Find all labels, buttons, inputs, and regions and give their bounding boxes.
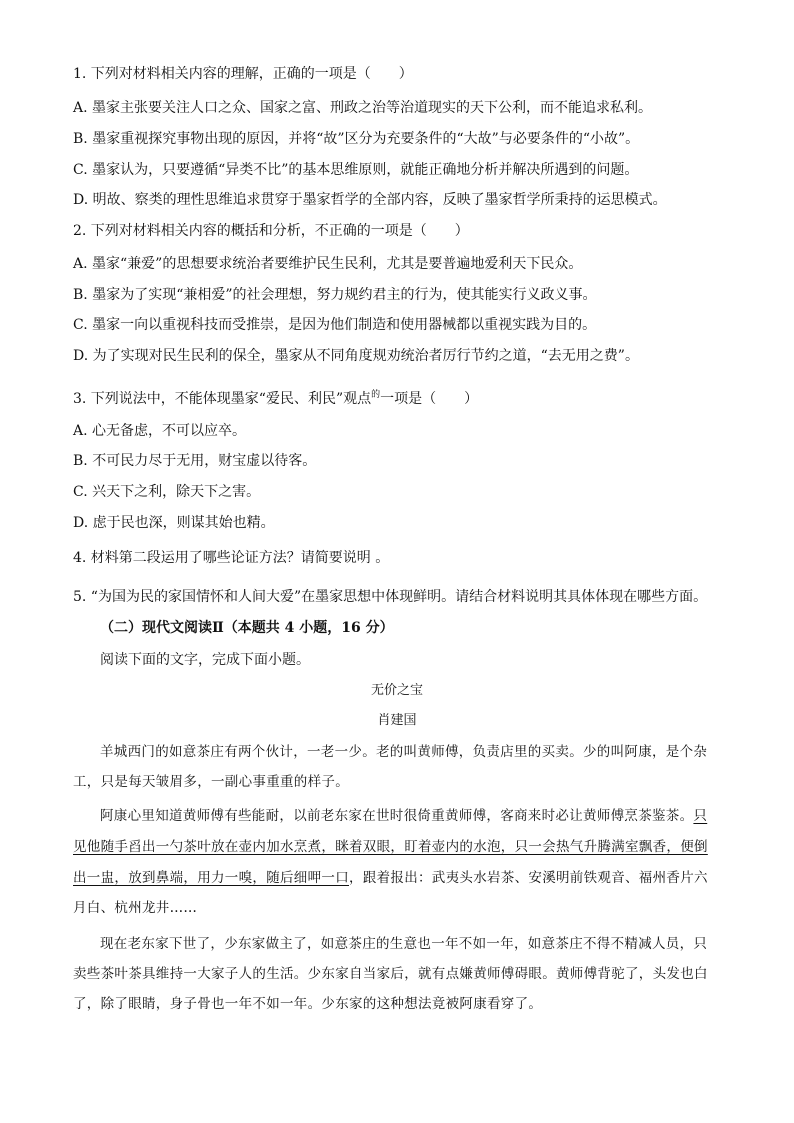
question-3-option-a: A. 心无备虑，不可以应卒。 [73,423,247,439]
question-3-option-c: C. 兴天下之利，除天下之害。 [73,484,261,500]
question-1-option-b: B. 墨家重视探究事物出现的原因，并将“故”区分为充要条件的“大故”与必要条件的“小故”。 [73,131,640,147]
question-3-option-b: B. 不可民力尽于无用，财宝虚以待客。 [73,453,317,469]
story-paragraph-3-line-1: 现在老东家下世了，少东家做主了，如意茶庄的生意也一年不如一年，如意茶庄不得不精减人员，只 [100,936,708,952]
section-instruction: 阅读下面的文字，完成下面小题。 [100,652,310,668]
question-1-option-d: D. 明故、察类的理性思维追求贯穿于墨家哲学的全部内容，反映了墨家哲学所秉持的运思模式。 [73,192,667,208]
question-3-option-d: D. 虑于民也深，则谋其始也精。 [73,515,275,531]
question-1-stem: 1. 下列对材料相关内容的理解，正确的一项是（ ） [73,66,413,82]
story-paragraph-2-text: ，跟着报出：武夷头水岩茶、安溪明前铁观音、福州香片六 [349,870,708,886]
story-paragraph-3-line-2: 卖些茶叶茶具维持一大家子人的生活。少东家自当家后，就有点嫌黄师傅碍眼。黄师傅背驼了，头发也白 [73,966,708,982]
question-3-stem-tail: 一项是（ ） [380,391,479,407]
story-title: 无价之宝 [370,683,423,698]
story-underlined-text: 只 [693,808,708,824]
story-paragraph-2-line-4: 月白、杭州龙井…… [73,900,198,916]
story-paragraph-1-line-1: 羊城西门的如意茶庄有两个伙计，一老一少。老的叫黄师傅，负责店里的买卖。少的叫阿康，是个杂 [100,744,708,760]
section-heading: （二）现代文阅读Ⅱ（本题共 4 小题，16 分） [100,620,394,636]
story-author: 肖建国 [377,713,417,728]
question-2-option-d: D. 为了实现对民生民利的保全，墨家从不同角度规劝统治者厉行节约之道，“去无用之费”。 [73,348,639,364]
question-2-stem: 2. 下列对材料相关内容的概括和分析，不正确的一项是（ ） [73,223,469,239]
question-3-stem [73,385,733,409]
question-1-option-c: C. 墨家认为，只要遵循“异类不比”的基本思维原则，就能正确地分析并解决所遇到的问题。 [73,162,639,178]
question-2-option-a: A. 墨家“兼爱”的思想要求统治者要维护民生民利，尤其是要普遍地爱利天下民众。 [73,256,583,272]
story-paragraph-1-line-2: 工，只是每天皱眉多，一副心事重重的样子。 [73,774,349,790]
question-2-option-b: B. 墨家为了实现“兼相爱”的社会理想，努力规约君主的行为，使其能实行义政义事。 [73,287,597,303]
story-underlined-text: 出一盅，放到鼻端，用力一嗅，随后细呷一口 [73,870,349,886]
question-3-stem-text: 3. 下列说法中，不能体现墨家“爱民、利民”观点 [73,391,372,407]
story-paragraph-2-line-1 [100,806,730,826]
story-paragraph-3-line-3: 了，除了眼睛，身子骨也一年不如一年。少东家的这种想法竟被阿康看穿了。 [73,996,543,1012]
story-paragraph-2-line-2 [73,837,729,857]
question-4: 4. 材料第二段运用了哪些论证方法？请简要说明 。 [73,550,390,566]
question-2-option-c: C. 墨家一向以重视科技而受推崇，是因为他们制造和使用器械都以重视实践为目的。 [73,317,597,333]
story-paragraph-2-text: 阿康心里知道黄师傅有些能耐，以前老东家在世时很倚重黄师傅，客商来时必让黄师傅烹茶鉴茶。 [100,808,694,824]
question-1-option-a: A. 墨家主张要关注人口之众、国家之富、刑政之治等治道现实的天下公利，而不能追求私利。 [73,100,653,116]
story-paragraph-2-line-3 [73,868,729,888]
question-5: 5. “为国为民的家国情怀和人间大爱”在墨家思想中体现鲜明。请结合材料说明其具体体现在哪些方面。 [73,589,708,605]
question-3-superscript-mark: 的 [371,390,381,400]
story-underlined-text: 见他随手舀出一勺茶叶放在壶内加水烹煮，眯着双眼，盯着壶内的水泡，只一会热气升腾满室飘香，便倒 [73,839,708,855]
